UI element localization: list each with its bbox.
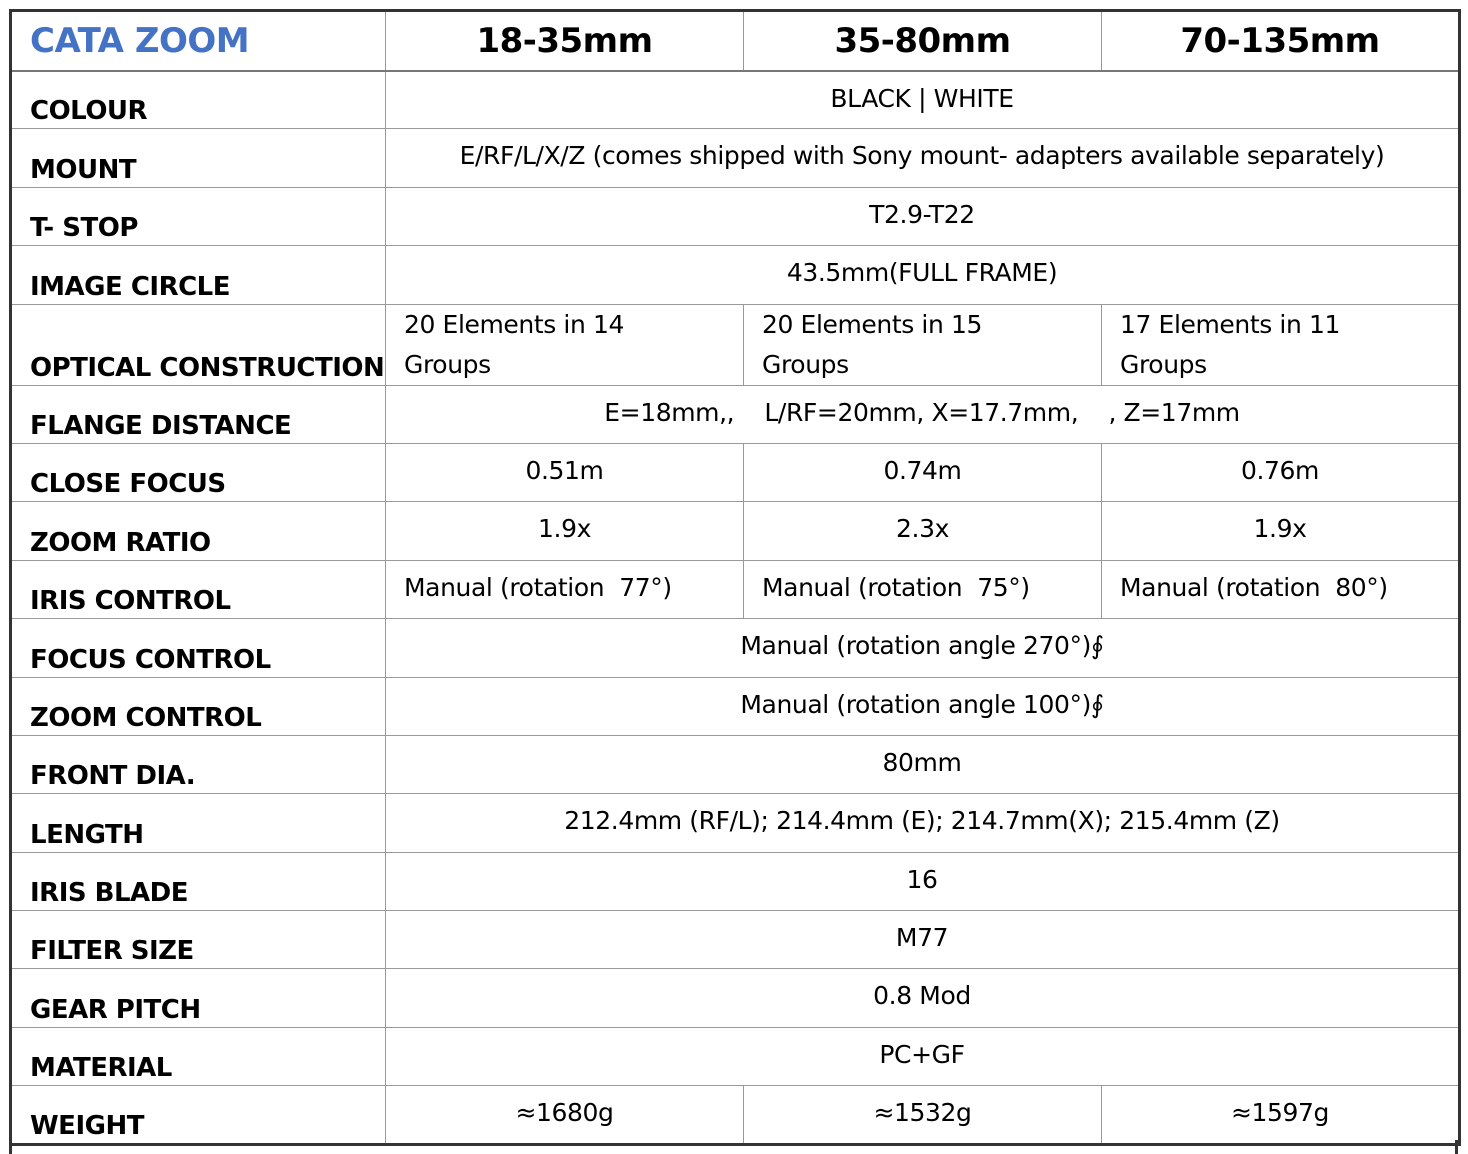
- table-row-iris-blade: [11, 852, 1460, 910]
- table-row-length: [11, 794, 1460, 852]
- row-value: 16: [386, 852, 1460, 910]
- row-value: 212.4mm (RF/L); 214.4mm (E); 214.7mm(X); 215.4mm (Z): [386, 794, 1460, 852]
- row-label: T- STOP: [11, 187, 386, 245]
- row-value: PC+GF: [386, 1027, 1460, 1085]
- table-row-zoom-ratio: [11, 502, 1460, 560]
- row-value-18-35: 0.51m: [386, 443, 744, 501]
- table-row-image-circle: [11, 246, 1460, 304]
- header-row: [11, 11, 1460, 71]
- row-value-35-80: Manual (rotation 75°): [744, 560, 1102, 618]
- row-label: CLOSE FOCUS: [11, 443, 386, 501]
- table-row-mount: [11, 129, 1460, 187]
- row-label: ZOOM RATIO: [11, 502, 386, 560]
- table-row-weight: [11, 1086, 1460, 1144]
- table-row-flange-distance: [11, 385, 1460, 443]
- table-row-zoom-control: [11, 677, 1460, 735]
- row-value: 43.5mm(FULL FRAME): [386, 246, 1460, 304]
- row-value-70-135: Manual (rotation 80°): [1102, 560, 1460, 618]
- row-value-18-35: Manual (rotation 77°): [386, 560, 744, 618]
- row-value-35-80: 2.3x: [744, 502, 1102, 560]
- row-label: FLANGE DISTANCE: [11, 385, 386, 443]
- table-row-t-stop: [11, 187, 1460, 245]
- row-value: T2.9-T22: [386, 187, 1460, 245]
- spec-table: [9, 9, 1461, 1146]
- table-row-iris-control: [11, 560, 1460, 618]
- row-label: FOCUS CONTROL: [11, 619, 386, 677]
- row-value-70-135: 17 Elements in 11 Groups: [1102, 304, 1460, 385]
- row-value-70-135: 1.9x: [1102, 502, 1460, 560]
- row-label: COLOUR: [11, 71, 386, 129]
- row-label: ZOOM CONTROL: [11, 677, 386, 735]
- row-value-18-35: 20 Elements in 14 Groups: [386, 304, 744, 385]
- row-label: FRONT DIA.: [11, 735, 386, 793]
- row-value: Manual (rotation angle 100°)∮: [386, 677, 1460, 735]
- brand-title: CATA ZOOM: [11, 11, 386, 71]
- column-header-18-35: 18-35mm: [386, 11, 744, 71]
- table-row-focus-control: [11, 619, 1460, 677]
- column-header-35-80: 35-80mm: [744, 11, 1102, 71]
- row-label: FILTER SIZE: [11, 911, 386, 969]
- row-label: GEAR PITCH: [11, 969, 386, 1027]
- row-label: MOUNT: [11, 129, 386, 187]
- table-edge-left: [9, 1140, 12, 1154]
- row-value-18-35: ≈1680g: [386, 1086, 744, 1144]
- row-value: Manual (rotation angle 270°)∮: [386, 619, 1460, 677]
- row-value-35-80: ≈1532g: [744, 1086, 1102, 1144]
- row-value-70-135: 0.76m: [1102, 443, 1460, 501]
- row-value-70-135: ≈1597g: [1102, 1086, 1460, 1144]
- table-edge-right: [1455, 1140, 1458, 1154]
- row-label: LENGTH: [11, 794, 386, 852]
- row-value: 0.8 Mod: [386, 969, 1460, 1027]
- row-value: E/RF/L/X/Z (comes shipped with Sony mount- adapters available separately): [386, 129, 1460, 187]
- row-value-35-80: 0.74m: [744, 443, 1102, 501]
- row-label: WEIGHT: [11, 1086, 386, 1144]
- column-header-70-135: 70-135mm: [1102, 11, 1460, 71]
- row-value: M77: [386, 911, 1460, 969]
- table-row-close-focus: [11, 443, 1460, 501]
- table-row-material: [11, 1027, 1460, 1085]
- row-label: OPTICAL CONSTRUCTION: [11, 304, 386, 385]
- row-value-18-35: 1.9x: [386, 502, 744, 560]
- table-row-gear-pitch: [11, 969, 1460, 1027]
- row-label: IRIS CONTROL: [11, 560, 386, 618]
- row-value-35-80: 20 Elements in 15 Groups: [744, 304, 1102, 385]
- row-label: IMAGE CIRCLE: [11, 246, 386, 304]
- row-value: BLACK | WHITE: [386, 71, 1460, 129]
- table-row-front-dia: [11, 735, 1460, 793]
- row-value: E=18mm,, L/RF=20mm, X=17.7mm, , Z=17mm: [386, 385, 1460, 443]
- table-row-filter-size: [11, 911, 1460, 969]
- row-value: 80mm: [386, 735, 1460, 793]
- table-row-optical-construction: [11, 304, 1460, 385]
- table-row-colour: [11, 71, 1460, 129]
- row-label: MATERIAL: [11, 1027, 386, 1085]
- row-label: IRIS BLADE: [11, 852, 386, 910]
